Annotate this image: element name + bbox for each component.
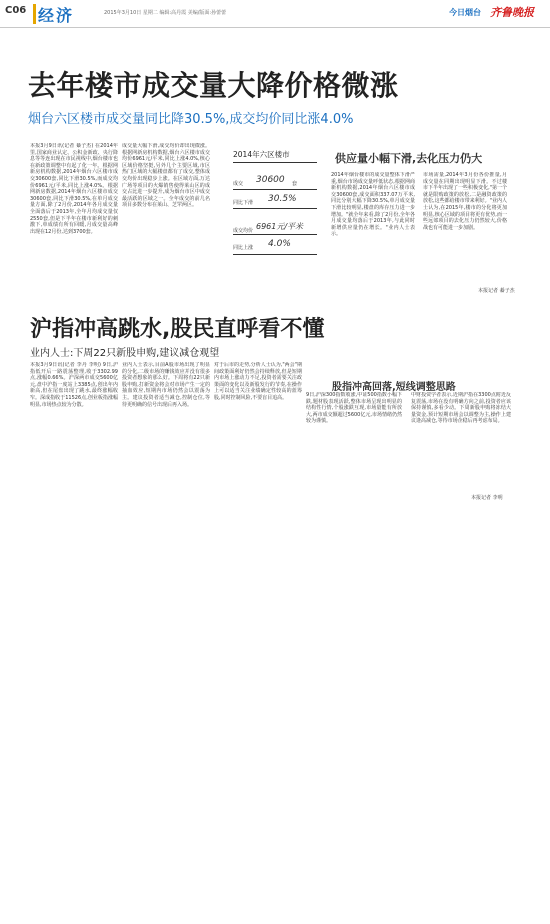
story2-subhead: 业内人士:下周22只新股申购,建议减仓观望 xyxy=(30,348,220,359)
story2-byline: 本报记者 李明 xyxy=(471,495,503,501)
section-title: 经济 xyxy=(38,6,75,25)
story1-column-4: 市场需量,2014年3月份各份推量,月成交量在同期出现明显下滑。不过楼市下半年出现了一些积极变化,"第一个就是限购政策的放松,二是融资政策的放松,这些都给楼市带来利好。"业内人士认为,在2015年,楼市的分化将更加明显,核心区域的项目将更有优势,而一些远郊项目的去化压力仍然较大,价格战也有可能进一步加剧。 xyxy=(423,172,507,231)
stat-value: 6961元/平米 xyxy=(256,222,304,231)
story2-column-3: 对于后市的走势,分析人士认为,"两会"期间政策面利好仍然会持续释放,但是短期内市场上涨动力不足,投资者需要关注政策面的变化以及新股发行的节奏,在操作上可以适当关注业绩确定性较高的蓝筹股,同时控制风险,不要盲目追高。 xyxy=(214,362,302,401)
story1-column-1: 本报3月9日讯(记者 綦子杰) 在2014年里,国家商业认定、公积金新政、央行降息等等连出现在市民视线中,烟台楼市也在新政策调整中有起了化一年。根据网新房机构数据,2014年烟台六区楼市成交30600套,同比下滑30.5%,而成交均价6961元/平米,同比上涨4.0%。根据网新房数据,2014年烟台六区楼市成交30600套,同比下滑30.5%,在单月成交量方面,除了2月份,2014年各月成交量全面落后于2013年,全年月均成交量仅2550套,但是下半年在楼市新利好的刺激下,单成绩有所有回暖,月成交量高峰出现在12月份,达到3700套。 xyxy=(30,143,118,235)
story2-side-title: 股指冲高回落,短线调整思路 xyxy=(332,382,456,393)
story1-byline: 本报记者 綦子杰 xyxy=(478,288,515,294)
stat-value: 30600 xyxy=(256,175,285,185)
divider xyxy=(233,254,317,255)
story1-subhead: 烟台六区楼市成交量同比降30.5%,成交均价同比涨4.0% xyxy=(28,112,354,127)
divider xyxy=(233,162,317,163)
divider xyxy=(233,189,317,190)
story1-column-2: 成交量大幅下滑,成交均价却出现微涨。根据网新房机构数据,烟台六区楼市成交均价6961元/平米,同比上涨4.0%,核心区域价格坚挺,另外几个主要区域,市区热门区域的大幅楼盘都有了成交,整体成交均价出现稳步上涨。在区域方面,万达广场等项目的火爆销售使得莱山区的成交占比进一步提升,成为烟台市区中成交最活跃的区域之一。全年成交的前几名项目多数分布在莱山、芝罘两区。 xyxy=(122,143,210,209)
page-number: C06 xyxy=(5,5,27,16)
section-accent-bar xyxy=(33,4,36,24)
divider xyxy=(233,234,317,235)
stats-box xyxy=(221,145,325,285)
stat-label: 同比上涨 xyxy=(233,245,254,251)
paper-logo: 齐鲁晚报 xyxy=(490,6,534,19)
story2-column-2: 业内人士表示,目前A股市场出现了明显的分化,二级市场的赚钱效应并没有很多投资者想象的那么好。下周将有22只新股申购,打新资金将会对市场产生一定的抽血效应,短期内市场仍然会以震荡为主。建议投资者适当减仓,控制仓位,等待更明确的信号出现后再入场。 xyxy=(122,362,210,408)
stat-label: 成交均价 xyxy=(233,228,254,234)
story2-headline: 沪指冲高跳水,股民直呼看不懂 xyxy=(30,317,325,342)
paper-logo-prefix: 今日烟台 xyxy=(449,8,481,17)
story2-column-4: 9日,沪深300指数收涨,中证500指数小幅下跌,题材股表现活跃,整体市场呈现出明显的结构性行情,个股涨跌互现,市场量能有所放大,两市成交额超过5600亿元,市场情绪仍然较为谨慎。 xyxy=(306,392,402,425)
stats-box-title: 2014年六区楼市 xyxy=(233,150,290,159)
issue-meta: 2015年3月10日 星期二 编辑:高丹霞 美编/版面:孙蕾蕾 xyxy=(104,10,227,16)
story1-side-title: 供应量小幅下滑,去化压力仍大 xyxy=(335,152,483,165)
story1-headline: 去年楼市成交量大降价格微涨 xyxy=(28,69,399,102)
stat-value: 4.0% xyxy=(268,239,291,249)
story2-column-1: 本报3月9日讯(记者 李丹 李明) 9日,沪指低开后一路震荡整理,收于3302.99点,涨幅0.66%。沪深两市成交5600亿元,盘中沪指一度站上3385点,创出年内新高,但在尾盘出现了跳水,最终涨幅收窄。深成指收于11526点,创业板指涨幅明显,市场热点较为分散。 xyxy=(30,362,118,408)
divider xyxy=(233,208,317,209)
stat-label: 成交 xyxy=(233,181,244,187)
story1-column-3: 2014年烟台楼市的成交量整体下滑严重,烟台市场成交量呼低状态,根据网商新机构数据,2014年烟台六区楼市成交30600套,成交面积337.07万平米,同比分别大幅下降30.5%,单月成交量下滑比较明显,楼盘的库存压力进一步增加。"就全年来看,除了2月份,全年各月成交量均落后于2013年,与此同时新增供应量仍在增长。"业内人士表示。 xyxy=(331,172,415,238)
stat-label: 同比下滑 xyxy=(233,200,254,206)
story2-column-5: 中财投资学者表示,近期沪指在3300点附近反复震荡,市场在没有明确方向之前,投资者应该保持谨慎,多看少动。下周新股申购将冻结大量资金,预计短期市场会以调整为主,操作上建议逢高减仓,等待市场企稳后再考虑布局。 xyxy=(411,392,511,425)
stat-value: 30.5% xyxy=(268,194,297,204)
stat-unit: 套 xyxy=(292,181,298,187)
